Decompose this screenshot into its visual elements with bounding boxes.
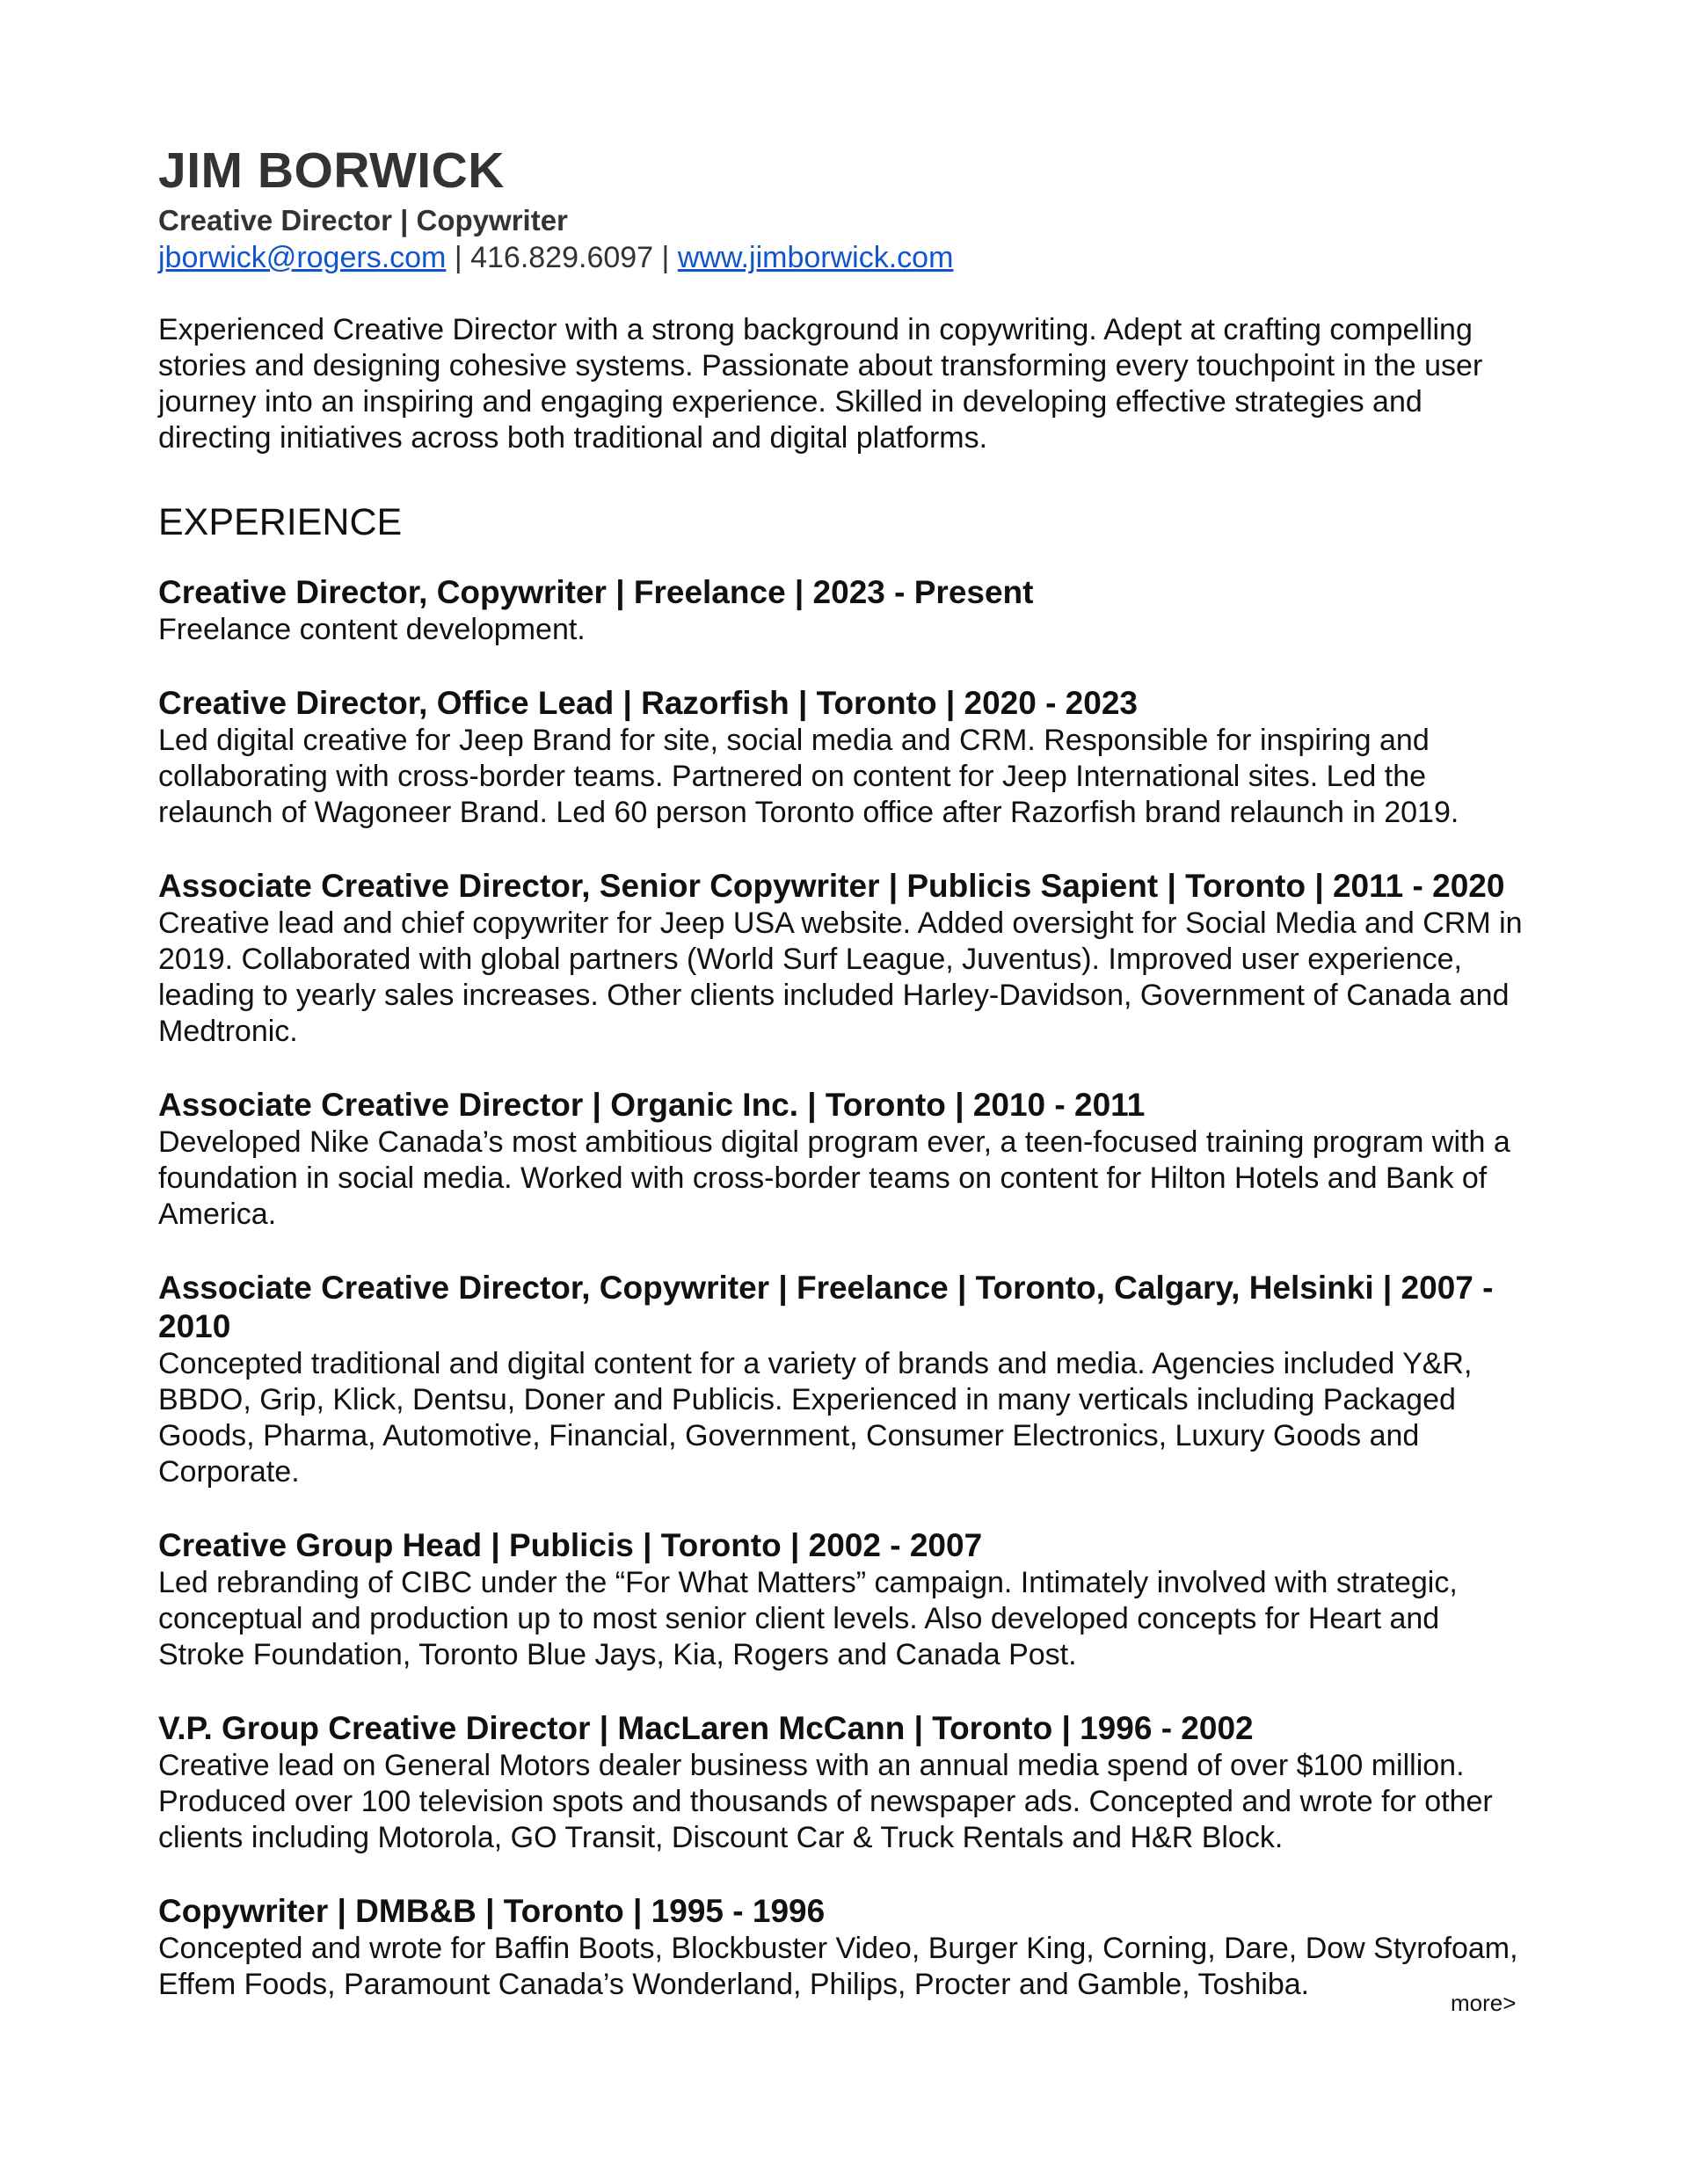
job-description: Freelance content development. <box>158 613 586 646</box>
phone-text: | 416.829.6097 | <box>446 241 678 274</box>
job-entry <box>158 1709 1530 1856</box>
contact-line <box>158 239 1530 276</box>
website-link[interactable]: www.jimborwick.com <box>677 241 954 274</box>
job-title: Creative Group Head | Publicis | Toronto | 2002 - 2007 <box>158 1527 983 1563</box>
job-description: Creative lead and chief copywriter for Jeep USA website. Added oversight for Social Media and CRM in 2019. Collaborated with global partners (World Surf League, Juventus). Improved user experience, leading to yearly sales increases. Other clients included Harley-Davidson, Government of Canada and Medtronic. <box>158 906 1523 1048</box>
job-description: Creative lead on General Motors dealer business with an annual media spend of over $100 million. Produced over 100 television spots and thousands of newspaper ads. Concepted and wrote for other clients including Motorola, GO Transit, Discount Car & Truck Rentals and H&R Block. <box>158 1749 1493 1854</box>
job-entry <box>158 684 1530 831</box>
job-entry <box>158 1086 1530 1233</box>
job-entry <box>158 1269 1530 1490</box>
job-entry <box>158 1892 1530 2003</box>
job-title: Associate Creative Director, Senior Copywriter | Publicis Sapient | Toronto | 2011 - 2020 <box>158 868 1505 904</box>
experience-heading: EXPERIENCE <box>158 501 403 543</box>
experience-list <box>158 573 1530 2003</box>
candidate-role: Creative Director | Copywriter <box>158 204 568 237</box>
job-title: Creative Director, Office Lead | Razorfish | Toronto | 2020 - 2023 <box>158 685 1138 721</box>
email-link[interactable]: jborwick@rogers.com <box>158 241 447 274</box>
job-entry <box>158 573 1530 648</box>
job-description: Developed Nike Canada’s most ambitious digital program ever, a teen-focused training program with a foundation in social media. Worked with cross-border teams on content for Hilton Hotels and Bank of America. <box>158 1125 1510 1231</box>
job-description: Led rebranding of CIBC under the “For What Matters” campaign. Intimately involved with strategic, conceptual and production up to most senior client levels. Also developed concepts for Heart and Stroke Foundation, Toronto Blue Jays, Kia, Rogers and Canada Post. <box>158 1566 1458 1671</box>
more-link[interactable]: more> <box>1451 1990 1517 2016</box>
job-title: Associate Creative Director, Copywriter | Freelance | Toronto, Calgary, Helsinki | 2007 - 2010 <box>158 1270 1494 1344</box>
job-title: Associate Creative Director | Organic Inc. | Toronto | 2010 - 2011 <box>158 1087 1146 1123</box>
job-entry <box>158 1526 1530 1673</box>
job-description: Concepted and wrote for Baffin Boots, Blockbuster Video, Burger King, Corning, Dare, Dow Styrofoam, Effem Foods, Paramount Canada’s Wonderland, Philips, Procter and Gamble, Toshiba. <box>158 1932 1518 2001</box>
candidate-name: JIM BORWICK <box>158 142 505 199</box>
summary-paragraph: Experienced Creative Director with a strong background in copywriting. Adept at crafting compelling stories and designing cohesive systems. Passionate about transforming every touchpoint in the user journey into an inspiring and engaging experience. Skilled in developing effective strategies and directing initiatives across both traditional and digital platforms. <box>158 313 1483 455</box>
job-entry <box>158 867 1530 1050</box>
job-description: Concepted traditional and digital content for a variety of brands and media. Agencies included Y&R, BBDO, Grip, Klick, Dentsu, Doner and Publicis. Experienced in many verticals including Packaged Goods, Pharma, Automotive, Financial, Government, Consumer Electronics, Luxury Goods and Corporate. <box>158 1347 1473 1489</box>
job-title: Copywriter | DMB&B | Toronto | 1995 - 1996 <box>158 1893 826 1929</box>
resume-content <box>158 139 1530 2003</box>
job-description: Led digital creative for Jeep Brand for site, social media and CRM. Responsible for inspiring and collaborating with cross-border teams. Partnered on content for Jeep International sites. Led the relaunch of Wagoneer Brand. Led 60 person Toronto office after Razorfish brand relaunch in 2019. <box>158 724 1459 829</box>
job-title: Creative Director, Copywriter | Freelance | 2023 - Present <box>158 574 1034 610</box>
job-title: V.P. Group Creative Director | MacLaren McCann | Toronto | 1996 - 2002 <box>158 1710 1254 1746</box>
